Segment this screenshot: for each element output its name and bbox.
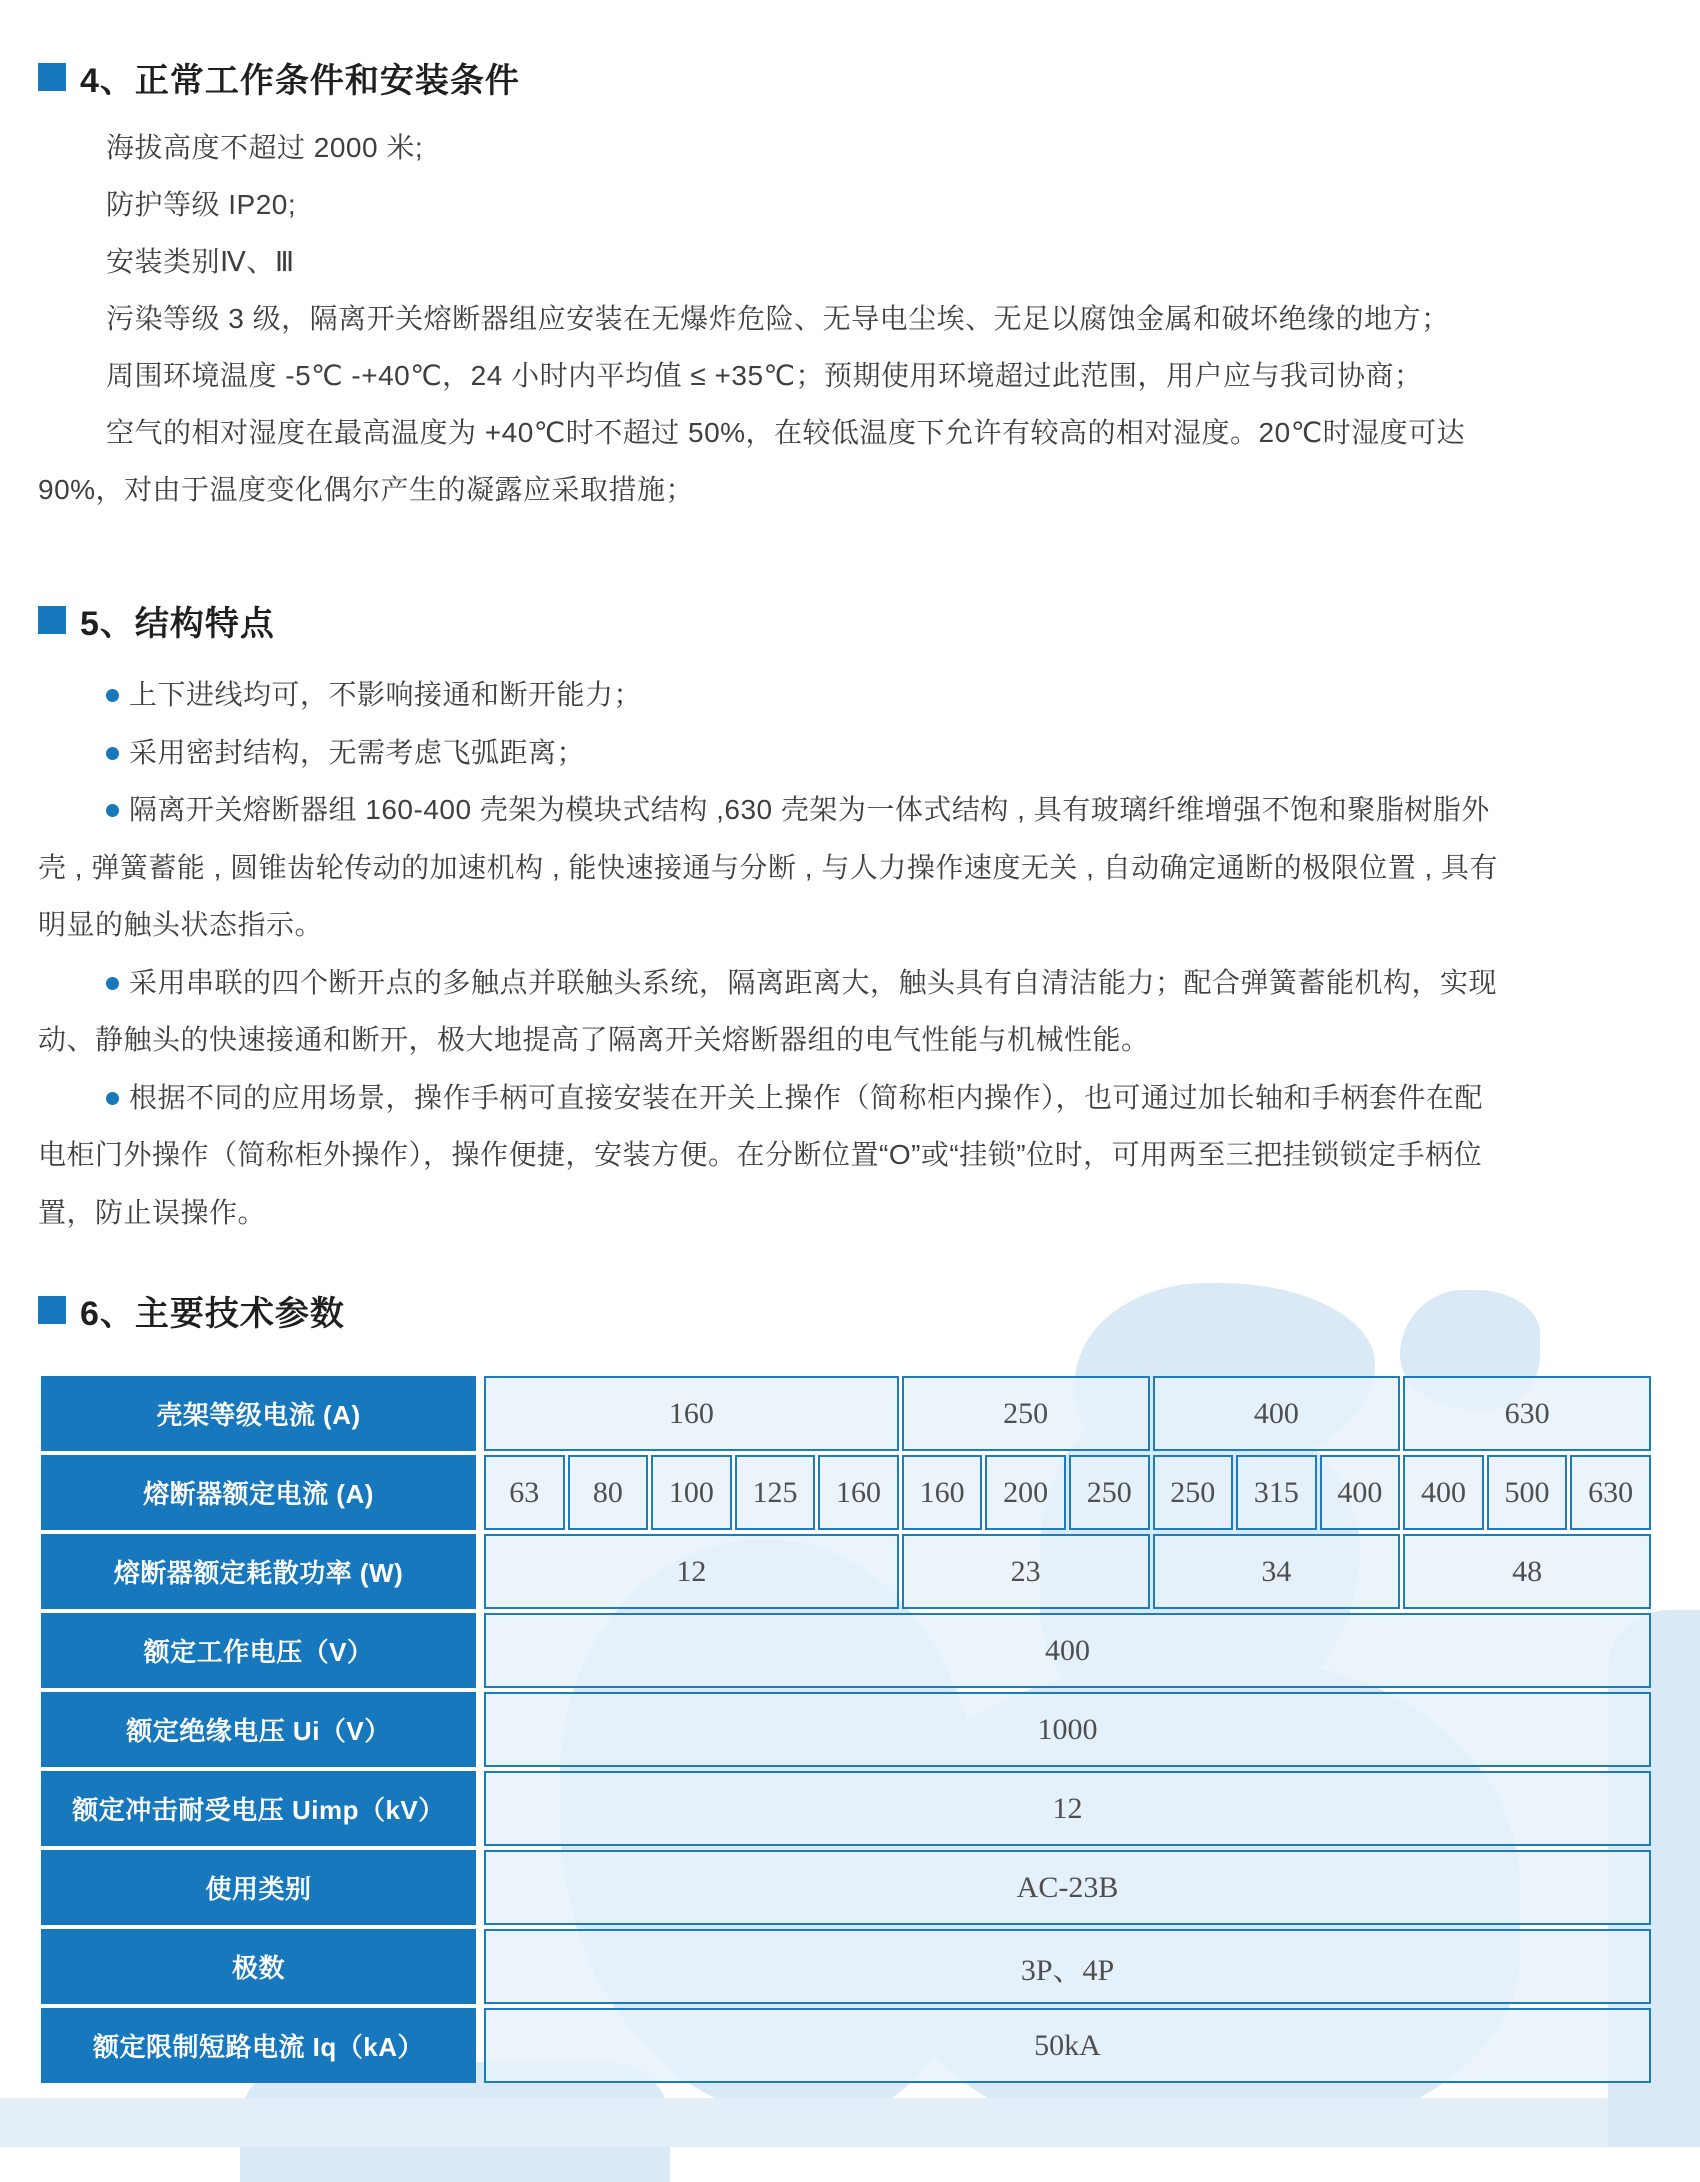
section5-heading (38, 598, 275, 642)
table-row-label: 熔断器额定电流 (A) (41, 1455, 481, 1530)
table-cell: 160 (902, 1455, 983, 1530)
table-cell: AC-23B (484, 1850, 1651, 1925)
table-row-label: 熔断器额定耗散功率 (W) (41, 1534, 481, 1609)
table-cell: 400 (484, 1613, 1651, 1688)
bullet-dot-icon (106, 747, 119, 760)
table-row (41, 1771, 1651, 1846)
condition-paragraph: 防护等级 IP20; (106, 189, 297, 220)
heading-square-icon (38, 1296, 66, 1324)
feature-bullet-item (38, 1069, 1508, 1242)
section4-heading (38, 55, 520, 99)
heading-square-icon (38, 63, 66, 91)
section5-bullet-list (38, 666, 1508, 1241)
section5-title: 5、结构特点 (80, 604, 275, 643)
table-cell: 50kA (484, 2008, 1651, 2083)
table-row (41, 1692, 1651, 1767)
table-cell: 315 (1236, 1455, 1317, 1530)
table-row (41, 1455, 1651, 1530)
table-cell: 63 (484, 1455, 565, 1530)
table-cell: 250 (902, 1376, 1150, 1451)
table-cell: 160 (484, 1376, 899, 1451)
bullet-dot-icon (106, 804, 119, 817)
spec-table (38, 1372, 1654, 2087)
section4-title: 4、正常工作条件和安装条件 (80, 61, 520, 100)
table-row-label: 额定冲击耐受电压 Uimp（kV） (41, 1771, 481, 1846)
feature-bullet-text: 隔离开关熔断器组 160-400 壳架为模块式结构 ,630 壳架为一体式结构 , 具有玻璃纤维增强不饱和聚脂树脂外壳 , 弹簧蓄能 , 圆锥齿轮传动的加速机构 , 能快速接通与分断 , 与人力操作速度无关 , 自动确定通断的极限位置 , 具有明显的触头状态指示。 (38, 794, 1499, 940)
feature-bullet-text: 采用串联的四个断开点的多触点并联触头系统，隔离距离大，触头具有自清洁能力；配合弹簧蓄能机构，实现动、静触头的快速接通和断开，极大地提高了隔离开关熔断器组的电气性能与机械性能。 (38, 966, 1498, 1055)
table-cell: 1000 (484, 1692, 1651, 1767)
table-cell: 630 (1570, 1455, 1651, 1530)
feature-bullet-item (38, 724, 1508, 782)
table-row (41, 1929, 1651, 2004)
table-row-label: 额定限制短路电流 Iq（kA） (41, 2008, 481, 2083)
table-cell: 250 (1153, 1455, 1234, 1530)
section4-paragraphs (38, 119, 1468, 518)
table-cell: 34 (1153, 1534, 1401, 1609)
table-cell: 48 (1403, 1534, 1651, 1609)
table-cell: 630 (1403, 1376, 1651, 1451)
bullet-dot-icon (106, 1092, 119, 1105)
table-cell: 23 (902, 1534, 1150, 1609)
table-cell: 100 (651, 1455, 732, 1530)
table-cell: 400 (1153, 1376, 1401, 1451)
table-row (41, 1613, 1651, 1688)
feature-bullet-text: 根据不同的应用场景，操作手柄可直接安装在开关上操作（简称柜内操作），也可通过加长轴和手柄套件在配电柜门外操作（简称柜外操作），操作便捷，安装方便。在分断位置“O”或“挂锁”位时，可用两至三把挂锁锁定手柄位置，防止误操作。 (38, 1081, 1484, 1228)
table-cell: 500 (1487, 1455, 1568, 1530)
feature-bullet-text: 采用密封结构，无需考虑飞弧距离； (129, 736, 586, 768)
table-row-label: 额定工作电压（V） (41, 1613, 481, 1688)
condition-paragraph: 污染等级 3 级，隔离开关熔断器组应安装在无爆炸危险、无导电尘埃、无足以腐蚀金属和破坏绝缘的地方； (106, 303, 1450, 334)
table-row (41, 1534, 1651, 1609)
feature-bullet-item (38, 666, 1508, 724)
condition-paragraph: 海拔高度不超过 2000 米; (106, 132, 424, 163)
condition-paragraph: 空气的相对湿度在最高温度为 +40℃时不超过 50%，在较低温度下允许有较高的相对湿度。20℃时湿度可达 90%，对由于温度变化偶尔产生的凝露应采取措施； (38, 417, 1466, 505)
heading-square-icon (38, 606, 66, 634)
table-row (41, 2008, 1651, 2083)
condition-paragraph: 安装类别Ⅳ、Ⅲ (106, 246, 295, 277)
bullet-dot-icon (106, 689, 119, 702)
table-row-label: 极数 (41, 1929, 481, 2004)
table-cell: 12 (484, 1534, 899, 1609)
feature-bullet-text: 上下进线均可，不影响接通和断开能力； (129, 679, 643, 710)
table-cell: 12 (484, 1771, 1651, 1846)
table-row (41, 1850, 1651, 1925)
feature-bullet-item (38, 954, 1508, 1069)
table-row-label: 壳架等级电流 (A) (41, 1376, 481, 1451)
table-row-label: 使用类别 (41, 1850, 481, 1925)
feature-bullet-item (38, 781, 1508, 954)
table-cell: 400 (1320, 1455, 1401, 1530)
section6-title: 6、主要技术参数 (80, 1294, 345, 1333)
table-cell: 125 (735, 1455, 816, 1530)
table-cell: 3P、4P (484, 1929, 1651, 2004)
table-cell: 200 (985, 1455, 1066, 1530)
bullet-dot-icon (106, 977, 119, 990)
section6-heading (38, 1288, 345, 1332)
table-cell: 80 (568, 1455, 649, 1530)
table-cell: 250 (1069, 1455, 1150, 1530)
table-row-label: 额定绝缘电压 Ui（V） (41, 1692, 481, 1767)
table-cell: 400 (1403, 1455, 1484, 1530)
spec-table-container (38, 1372, 1654, 2087)
table-row (41, 1376, 1651, 1451)
condition-paragraph: 周围环境温度 -5℃ -+40℃，24 小时内平均值 ≤ +35℃；预期使用环境超过此范围，用户应与我司协商； (106, 360, 1423, 391)
table-cell: 160 (818, 1455, 899, 1530)
